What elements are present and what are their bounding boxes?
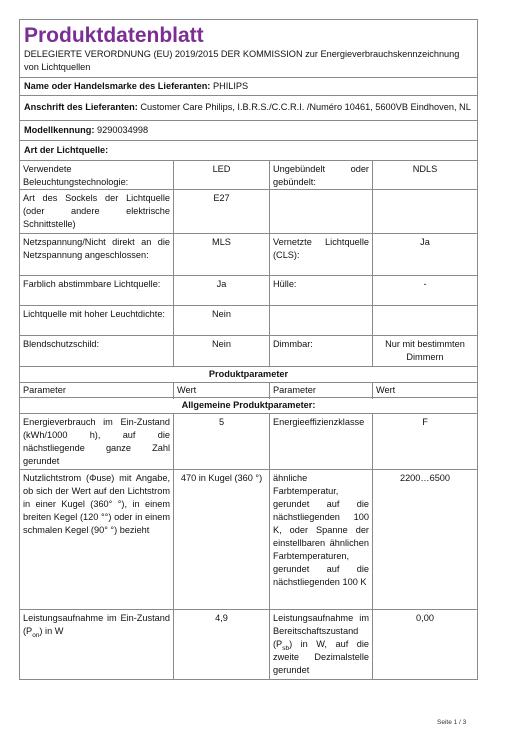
model-number: 9290034998 bbox=[97, 125, 149, 135]
supplier-name-row bbox=[20, 77, 477, 95]
cell-label: Verwendete Beleuchtungstechnologie: bbox=[23, 164, 129, 187]
supplier-address-label: Anschrift des Lieferanten: bbox=[24, 102, 138, 112]
table-row bbox=[20, 275, 477, 305]
cell-value: 470 in Kugel (360 °) bbox=[173, 470, 269, 609]
cell-label: Energieeffizienzklasse bbox=[269, 414, 372, 470]
supplier-name: PHILIPS bbox=[212, 81, 249, 91]
product-parameters-heading: Produktparameter bbox=[20, 366, 477, 382]
cell-label: Netzspannung/Nicht direkt an die Netzspannung angeschlossen: bbox=[23, 237, 170, 260]
model-label: Modellkennung: bbox=[24, 125, 95, 135]
column-header-row bbox=[20, 382, 477, 397]
column-header-value: Wert bbox=[372, 383, 477, 399]
product-data-sheet bbox=[19, 19, 478, 680]
cell-value: Ja bbox=[173, 276, 269, 305]
cell-label: Leistungsaufnahme im Bereitschaftszustand $(P_{sb})$ in W, auf die zweite Dezimalstelle gerundet bbox=[269, 610, 372, 679]
supplier-address: Customer Care Philips, I.B.R.S./C.C.R.I. /Numéro 10461, 5600VB Eindhoven, NL bbox=[140, 102, 471, 112]
table-row bbox=[20, 189, 477, 233]
cell-label: Nutzlichtstrom (Φuse) mit Angabe, ob sich der Wert auf den Lichtstrom in einer Kugel (360° °), in einem breiten Kegel (120 °°) oder in einem schmalen Kegel (90° °) bezieht bbox=[23, 473, 170, 535]
cell-label: Art des Sockels der Lichtquelle (oder andere elektrische Schnittstelle) bbox=[23, 193, 170, 229]
table-row bbox=[20, 469, 477, 609]
cell-value: 4,9 bbox=[173, 610, 269, 679]
supplier-name-label: Name oder Handelsmarke des Lieferanten: bbox=[24, 81, 211, 91]
cell-label: Energieverbrauch im Ein-Zustand (kWh/1000 h), auf die nächstliegende ganze Zahl gerundet bbox=[23, 417, 170, 466]
cell-value: F bbox=[372, 414, 477, 470]
cell-label: Lichtquelle mit hoher Leuchtdichte: bbox=[23, 309, 165, 319]
general-parameters-heading: Allgemeine Produktparameter: bbox=[20, 397, 477, 413]
column-header-parameter: Parameter bbox=[269, 383, 372, 399]
cell-value bbox=[372, 306, 477, 335]
cell-value bbox=[372, 190, 477, 233]
cell-value: E27 bbox=[173, 190, 269, 233]
light-source-type-label: Art der Lichtquelle: bbox=[24, 145, 109, 155]
table-row bbox=[20, 233, 477, 275]
cell-label: Ungebündelt oder gebündelt: bbox=[269, 161, 372, 191]
column-header-value: Wert bbox=[173, 383, 269, 399]
regulation-subtitle: DELEGIERTE VERORDNUNG (EU) 2019/2015 DER KOMMISSION zur Energieverbrauchskennzeichnung von Lichtquellen bbox=[24, 49, 460, 72]
cell-value: Nur mit bestimmten Dimmern bbox=[372, 336, 477, 366]
table-row bbox=[20, 413, 477, 469]
cell-label: Leistungsaufnahme im Ein-Zustand $(P_{on})$ in W bbox=[23, 613, 170, 639]
cell-value: - bbox=[372, 276, 477, 305]
cell-value: Nein bbox=[173, 306, 269, 335]
cell-label bbox=[269, 190, 372, 233]
table-row bbox=[20, 160, 477, 189]
cell-label: Dimmbar: bbox=[269, 336, 372, 366]
cell-label: Hülle: bbox=[269, 276, 372, 305]
page-number: Seite 1 / 3 bbox=[437, 719, 467, 726]
cell-value: 0,00 bbox=[372, 610, 477, 679]
model-row bbox=[20, 120, 477, 140]
column-header-parameter: Parameter bbox=[23, 385, 66, 395]
table-row bbox=[20, 609, 477, 679]
cell-label: Blendschutzschild: bbox=[23, 339, 100, 349]
cell-value: Ja bbox=[372, 234, 477, 275]
cell-value: MLS bbox=[173, 234, 269, 275]
cell-value: LED bbox=[173, 161, 269, 191]
light-source-type-header bbox=[20, 140, 477, 160]
document-title: Produktdatenblatt bbox=[24, 24, 204, 47]
cell-label: Vernetzte Lichtquelle (CLS): bbox=[269, 234, 372, 275]
cell-value: 5 bbox=[173, 414, 269, 470]
supplier-address-row bbox=[20, 95, 477, 120]
cell-label: ähnliche Farbtemperatur, gerundet auf die nächstliegenden 100 K, oder Spanne der einstellbaren ähnlichen Farbtemperaturen, gerundet auf die nächstliegenden 100 K bbox=[269, 470, 372, 609]
cell-label: Farblich abstimmbare Lichtquelle: bbox=[23, 279, 161, 289]
cell-value: NDLS bbox=[372, 161, 477, 191]
cell-label bbox=[269, 306, 372, 335]
table-row bbox=[20, 335, 477, 366]
table-row bbox=[20, 305, 477, 335]
cell-value: 2200…6500 bbox=[372, 470, 477, 609]
cell-value: Nein bbox=[173, 336, 269, 366]
